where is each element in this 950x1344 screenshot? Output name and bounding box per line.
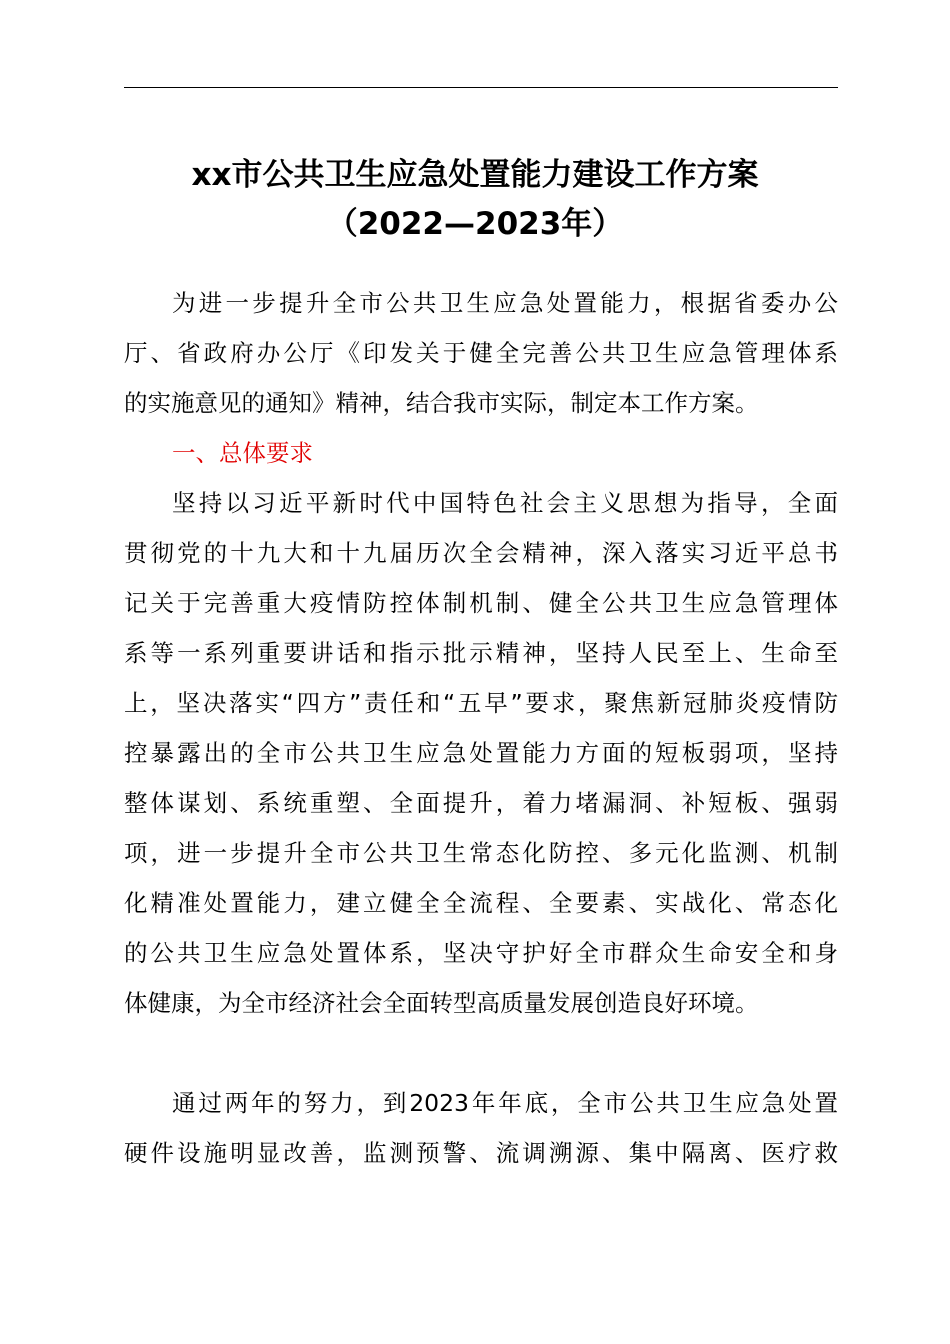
text-line: 的实施意见的通知》精神，结合我市实际，制定本工作方案。 [124,389,759,417]
section2-paragraph [124,1078,838,1228]
text-line: 体健康，为全市经济社会全面转型高质量发展创造良好环境。 [124,989,759,1017]
text-line: 坚持以习近平新时代中国特色社会主义思想为指导，全面 [172,489,838,517]
document-title-years: （2022—2023年） [326,206,624,242]
text-line: 硬件设施明显改善，监测预警、流调溯源、集中隔离、医疗救 [124,1139,838,1167]
text-line [124,1178,838,1228]
section1-paragraph [124,478,838,1028]
text-line: 贯彻党的十九大和十九届历次全会精神，深入落实习近平总书 [124,539,838,567]
text-line: 厅、省政府办公厅《印发关于健全完善公共卫生应急管理体系 [124,339,838,367]
text-line: 的公共卫生应急处置体系，坚决守护好全市群众生命安全和身 [124,939,838,967]
text-line: 项，进一步提升全市公共卫生常态化防控、多元化监测、机制 [124,839,838,867]
section-heading-goals [124,1028,838,1078]
text-line: 控暴露出的全市公共卫生应急处置能力方面的短板弱项，坚持 [124,739,838,767]
header-rule [124,87,838,88]
text-line: 记关于完善重大疫情防控体制机制、健全公共卫生应急管理体 [124,589,838,617]
document-title: xx市公共卫生应急处置能力建设工作方案 [191,157,759,193]
text-line: 化精准处置能力，建立健全全流程、全要素、实战化、常态化 [124,889,838,917]
section-heading-overall-requirements: 一、总体要求 [172,439,313,467]
document-body [124,278,838,1228]
text-line: 为进一步提升全市公共卫生应急处置能力，根据省委办公 [172,289,838,317]
text-line: 整体谋划、系统重塑、全面提升，着力堵漏洞、补短板、强弱 [124,789,838,817]
text-line: 通过两年的努力，到2023年年底，全市公共卫生应急处置 [172,1089,838,1117]
intro-paragraph [124,278,838,428]
text-line: 系等一系列重要讲话和指示批示精神，坚持人民至上、生命至 [124,639,838,667]
text-line: 上，坚决落实“四方”责任和“五早”要求，聚焦新冠肺炎疫情防 [124,689,838,717]
